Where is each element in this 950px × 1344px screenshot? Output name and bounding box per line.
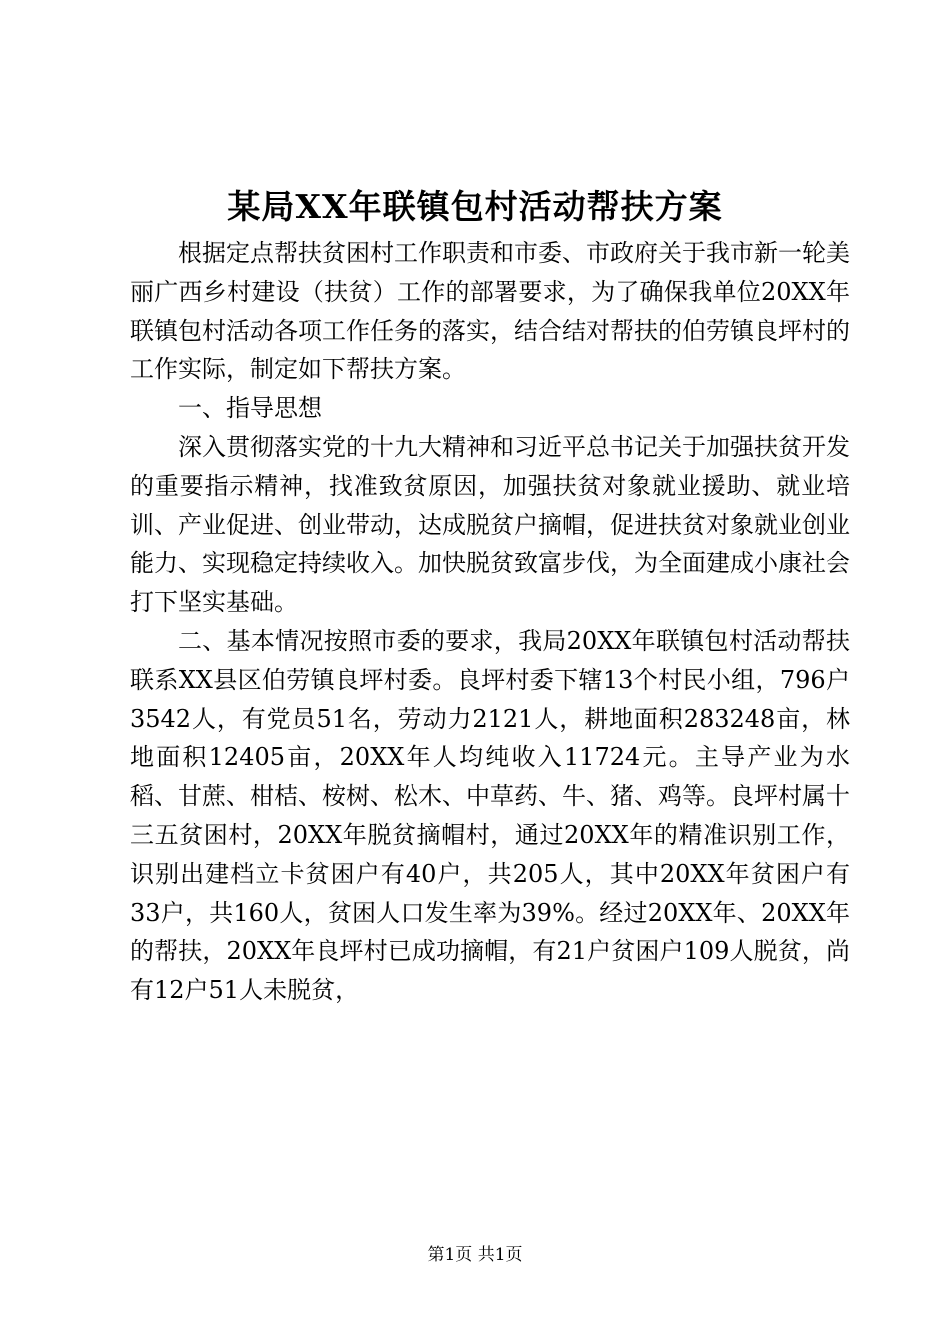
paragraph-intro: 根据定点帮扶贫困村工作职责和市委、市政府关于我市新一轮美丽广西乡村建设（扶贫）工作的部署要求，为了确保我单位20XX年联镇包村活动各项工作任务的落实，结合结对帮扶的伯劳镇良坪村的工作实际，制定如下帮扶方案。 xyxy=(130,239,850,384)
paragraph-basic-situation: 二、基本情况按照市委的要求，我局20XX年联镇包村活动帮扶联系XX县区伯劳镇良坪村委。良坪村委下辖13个村民小组，796户3542人，有党员51名，劳动力2121人，耕地面积283248亩，林地面积12405亩，20XX年人均纯收入11724元。主导产业为水稻、甘蔗、柑桔、桉树、松木、中草药、牛、猪、鸡等。良坪村属十三五贫困村，20XX年脱贫摘帽村，通过20XX年的精准识别工作，识别出建档立卡贫困户有40户，共205人，其中20XX年贫困户有33户，共160人，贫困人口发生率为39%。经过20XX年、20XX年的帮扶，20XX年良坪村已成功摘帽，有21户贫困户109人脱贫，尚有12户51人未脱贫， xyxy=(130,626,850,1005)
document-body xyxy=(130,234,850,1010)
paragraph-guiding-ideology: 深入贯彻落实党的十九大精神和习近平总书记关于加强扶贫开发的重要指示精神，找准致贫原因，加强扶贫对象就业援助、就业培训、产业促进、创业带动，达成脱贫户摘帽，促进扶贫对象就业创业能力、实现稳定持续收入。加快脱贫致富步伐，为全面建成小康社会打下坚实基础。 xyxy=(130,432,850,617)
section-heading-guiding-ideology: 一、指导思想 xyxy=(178,394,322,423)
document-title: 某局XX年联镇包村活动帮扶方案 xyxy=(227,187,723,226)
page-footer: 第1页 共1页 xyxy=(427,1245,523,1265)
